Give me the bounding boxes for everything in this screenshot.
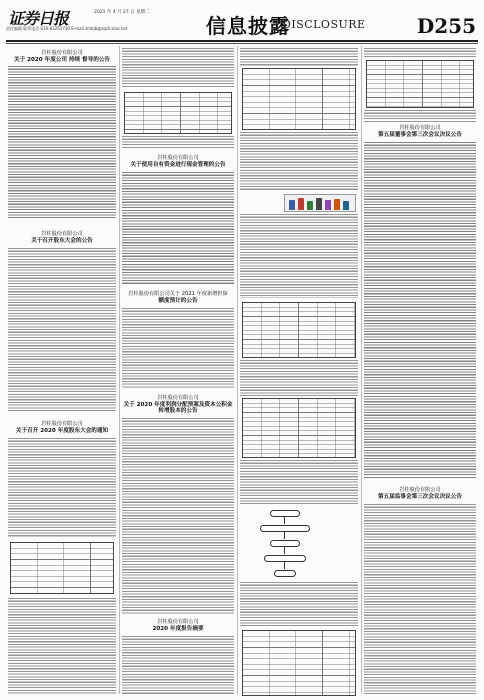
article-body	[122, 136, 234, 148]
product-bottle-icon	[316, 198, 322, 210]
flow-arrow	[284, 531, 285, 539]
flow-arrow	[284, 546, 285, 554]
article-title: 关于召开 2020 年度股东大会的通知	[15, 427, 109, 434]
product-bottle-icon	[325, 200, 331, 210]
flow-arrow	[284, 561, 285, 569]
flow-node	[260, 525, 310, 532]
column-1	[8, 46, 116, 694]
article-body	[240, 48, 358, 66]
article-body	[364, 110, 476, 122]
company-name: 岩柱股份有限公司	[157, 619, 199, 625]
article-body	[122, 48, 234, 88]
column-2	[122, 46, 234, 694]
article-body	[8, 598, 116, 694]
data-table	[124, 92, 232, 134]
column-4	[364, 46, 476, 694]
article-headline	[364, 488, 476, 500]
article-title: 关于 2020 年度利润分配预案及资本公积金转增股本的公告	[123, 401, 233, 415]
flow-node	[270, 510, 300, 517]
company-name: 岩柱股份有限公司	[157, 155, 199, 161]
article-body	[8, 248, 116, 412]
article-body	[240, 214, 358, 298]
company-name: 岩柱股份有限公司	[41, 50, 83, 56]
company-name: 岩柱股份有限公司	[399, 487, 441, 493]
column-divider	[237, 46, 238, 694]
company-name: 岩柱股份有限公司关于 2021 年度新增担保	[128, 291, 228, 297]
article-headline	[122, 620, 234, 632]
data-table	[242, 302, 356, 358]
article-body	[240, 582, 358, 626]
article-title: 第五届董事会第三次会议决议公告	[378, 131, 462, 138]
article-headline	[8, 422, 116, 434]
article-title: 关于召开股东大会的公告	[31, 237, 93, 244]
product-bottle-icon	[289, 200, 295, 210]
company-name: 岩柱股份有限公司	[399, 125, 441, 131]
column-3	[240, 46, 358, 694]
article-body	[8, 66, 116, 218]
company-name: 岩柱股份有限公司	[157, 395, 199, 401]
data-table	[242, 68, 356, 130]
article-headline	[364, 126, 476, 138]
article-body	[364, 504, 476, 694]
company-name: 岩柱股份有限公司	[41, 421, 83, 427]
section-title-en: DISCLOSURE	[282, 18, 366, 31]
article-title: 2020 年度报告摘要	[152, 625, 204, 632]
flow-node	[274, 570, 296, 577]
article-body	[240, 460, 358, 504]
data-table	[366, 60, 474, 108]
article-title: 额度预计的公告	[158, 297, 198, 304]
flow-diagram	[240, 508, 358, 578]
article-body	[240, 360, 358, 396]
product-bottle-icon	[298, 198, 304, 210]
masthead-left	[6, 6, 196, 38]
article-title: 第五届监事会第三次会议决议公告	[378, 493, 462, 500]
editor-contact: 责任编辑 联系电话 010-83251730 E-mail zmbjb@zqrb.sina.net	[6, 26, 128, 31]
masthead-rule-thin	[6, 43, 478, 44]
data-table	[242, 398, 356, 458]
article-headline	[8, 51, 116, 63]
product-bottle-icon	[334, 199, 340, 210]
article-body	[364, 142, 476, 478]
column-divider	[119, 46, 120, 694]
company-name: 岩柱股份有限公司	[41, 231, 83, 237]
flow-node	[270, 540, 300, 547]
article-title: 关于 2020 年度公司 持续 督导的公告	[13, 56, 111, 63]
masthead	[0, 0, 484, 44]
product-bottle-icon	[307, 201, 313, 210]
article-body	[364, 48, 476, 58]
article-body	[122, 308, 234, 388]
article-headline	[122, 292, 234, 304]
newspaper-logo: 证券日报	[8, 9, 69, 28]
page-number: D255	[416, 14, 476, 38]
flow-arrow	[284, 516, 285, 524]
article-headline	[8, 232, 116, 244]
product-bottle-icon	[343, 201, 349, 210]
article-title: 关于使用自有资金进行现金管理的公告	[130, 161, 226, 168]
article-body	[240, 132, 358, 190]
flow-node	[264, 555, 306, 562]
edition-date: 2021 年 4 月 27 日 星期二	[94, 10, 150, 15]
article-body	[122, 418, 234, 614]
article-body	[8, 438, 116, 538]
masthead-rule	[6, 40, 478, 42]
data-table	[10, 542, 114, 594]
data-table	[242, 630, 356, 696]
article-body	[122, 636, 234, 694]
article-body	[122, 172, 234, 284]
column-divider	[361, 46, 362, 694]
article-headline	[122, 156, 234, 168]
section-title: 信息披露	[206, 14, 290, 38]
product-photo	[284, 194, 356, 212]
article-headline	[122, 396, 234, 415]
